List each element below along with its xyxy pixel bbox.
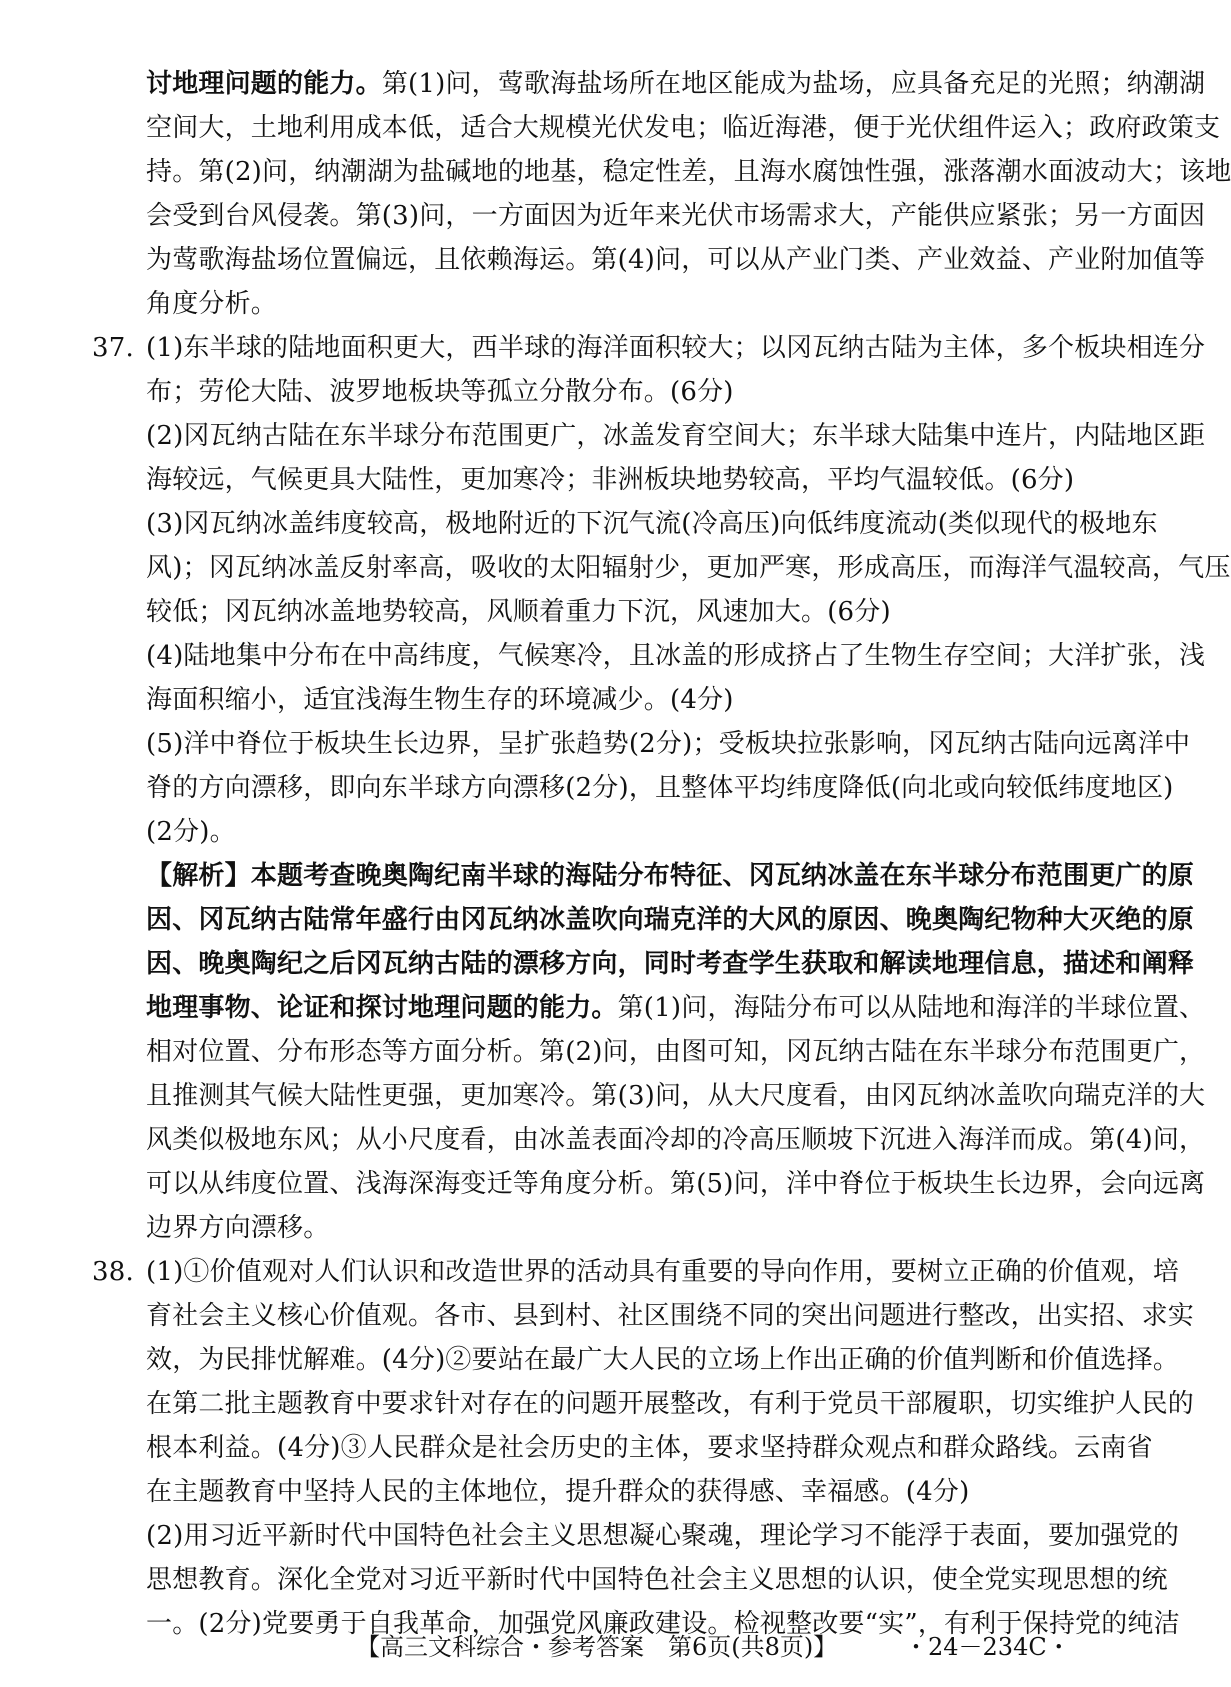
text-line: 风)；冈瓦纳冰盖反射率高，吸收的太阳辐射少，更加严寒，形成高压，而海洋气温较高，气压 [146, 553, 1231, 583]
text-line: 效，为民排忧解难。(4分)②要站在最广大人民的立场上作出正确的价值判断和价值选择。 [146, 1345, 1180, 1375]
text-line: 且推测其气候大陆性更强，更加寒冷。第(3)问，从大尺度看，由冈瓦纳冰盖吹向瑞克洋的大 [146, 1081, 1206, 1111]
text-line: 可以从纬度位置、浅海深海变迁等角度分析。第(5)问，洋中脊位于板块生长边界，会向远离 [146, 1169, 1206, 1199]
text-line: 讨地理问题的能力。第(1)问，莺歌海盐场所在地区能成为盐场，应具备充足的光照；纳潮湖 [146, 69, 1206, 99]
text-line: (4)陆地集中分布在中高纬度，气候寒冷，且冰盖的形成挤占了生物生存空间；大洋扩张，浅 [146, 641, 1206, 671]
text-line: 38. (1)①价值观对人们认识和改造世界的活动具有重要的导向作用，要树立正确的价值观，培 [146, 1250, 1090, 1294]
text-line: 一。(2分)党要勇于自我革命，加强党风廉政建设。检视整改要“实”，有利于保持党的纯洁 [146, 1609, 1180, 1639]
text-line: (2)冈瓦纳古陆在东半球分布范围更广，冰盖发育空间大；东半球大陆集中连片，内陆地区距 [146, 421, 1206, 451]
text-line: (2)用习近平新时代中国特色社会主义思想凝心聚魂，理论学习不能浮于表面，要加强党的 [146, 1521, 1180, 1551]
page-footer [0, 1627, 1200, 1667]
footer-title: 【高三文科综合・参考答案 第6页(共8页)】 [356, 1633, 838, 1661]
text-line: 风类似极地东风；从小尺度看，由冰盖表面冷却的冷高压顺坡下沉进入海洋而成。第(4)问， [146, 1125, 1206, 1155]
question-37-answer [92, 326, 1231, 1250]
q37-analysis [146, 854, 1206, 1250]
text-line: 空间大，土地利用成本低，适合大规模光伏发电；临近海港，便于光伏组件运入；政府政策支 [146, 113, 1221, 143]
text-line: 角度分析。 [146, 289, 278, 319]
text-line: 布；劳伦大陆、波罗地板块等孤立分散分布。(6分) [146, 377, 734, 407]
text-line: 会受到台风侵袭。第(3)问，一方面因为近年来光伏市场需求大，产能供应紧张；另一方面因 [146, 201, 1206, 231]
text-line: 育社会主义核心价值观。各市、县到村、社区围绕不同的突出问题进行整改，出实招、求实 [146, 1301, 1195, 1331]
text-line: 持。第(2)问，纳潮湖为盐碱地的地基，稳定性差，且海水腐蚀性强，涨落潮水面波动大；该地 [146, 157, 1231, 187]
text-line: 脊的方向漂移，即向东半球方向漂移(2分)，且整体平均纬度降低(向北或向较低纬度地区) [146, 773, 1174, 803]
q36-analysis-continued [146, 62, 1231, 326]
text-line: 在主题教育中坚持人民的主体地位，提升群众的获得感、幸福感。(4分) [146, 1477, 970, 1507]
text-line: 因、冈瓦纳古陆常年盛行由冈瓦纳冰盖吹向瑞克洋的大风的原因、晚奥陶纪物种大灭绝的原 [146, 905, 1195, 935]
text-line: 在第二批主题教育中要求针对存在的问题开展整改，有利于党员干部履职，切实维护人民的 [146, 1389, 1195, 1419]
text-line: 海面积缩小，适宜浅海生物生存的环境减少。(4分) [146, 685, 734, 715]
text-line: 【解析】本题考查晚奥陶纪南半球的海陆分布特征、冈瓦纳冰盖在东半球分布范围更广的原 [146, 861, 1195, 891]
text-line: 海较远，气候更具大陆性，更加寒冷；非洲板块地势较高，平均气温较低。(6分) [146, 465, 1075, 495]
text-line: 边界方向漂移。 [146, 1213, 330, 1243]
text-line: 为莺歌海盐场位置偏远，且依赖海运。第(4)问，可以从产业门类、产业效益、产业附加值等 [146, 245, 1206, 275]
question-number: 37. [92, 333, 134, 363]
text-line: 因、晚奥陶纪之后冈瓦纳古陆的漂移方向，同时考查学生获取和解读地理信息，描述和阐释 [146, 949, 1195, 979]
question-number: 38. [92, 1257, 134, 1287]
text-line: (2分)。 [146, 817, 236, 847]
text-line: 思想教育。深化全党对习近平新时代中国特色社会主义思想的认识，使全党实现思想的统 [146, 1565, 1168, 1595]
answer-page [92, 62, 1231, 1646]
text-line: 地理事物、论证和探讨地理问题的能力。第(1)问，海陆分布可以从陆地和海洋的半球位置、 [146, 993, 1206, 1023]
question-38-answer [92, 1250, 1195, 1646]
text-line: 相对位置、分布形态等方面分析。第(2)问，由图可知，冈瓦纳古陆在东半球分布范围更广， [146, 1037, 1206, 1067]
text-line: 根本利益。(4分)③人民群众是社会历史的主体，要求坚持群众观点和群众路线。云南省 [146, 1433, 1153, 1463]
text-line: 较低；冈瓦纳冰盖地势较高，风顺着重力下沉，风速加大。(6分) [146, 597, 891, 627]
text-line: 37. (1)东半球的陆地面积更大，西半球的海洋面积较大；以冈瓦纳古陆为主体，多个板块相连分 [146, 326, 1090, 370]
footer-code: ・24－234C・ [904, 1633, 1071, 1661]
text-line: (5)洋中脊位于板块生长边界，呈扩张趋势(2分)；受板块拉张影响，冈瓦纳古陆向远离洋中 [146, 729, 1191, 759]
text-line: (3)冈瓦纳冰盖纬度较高，极地附近的下沉气流(冷高压)向低纬度流动(类似现代的极地东 [146, 509, 1158, 539]
